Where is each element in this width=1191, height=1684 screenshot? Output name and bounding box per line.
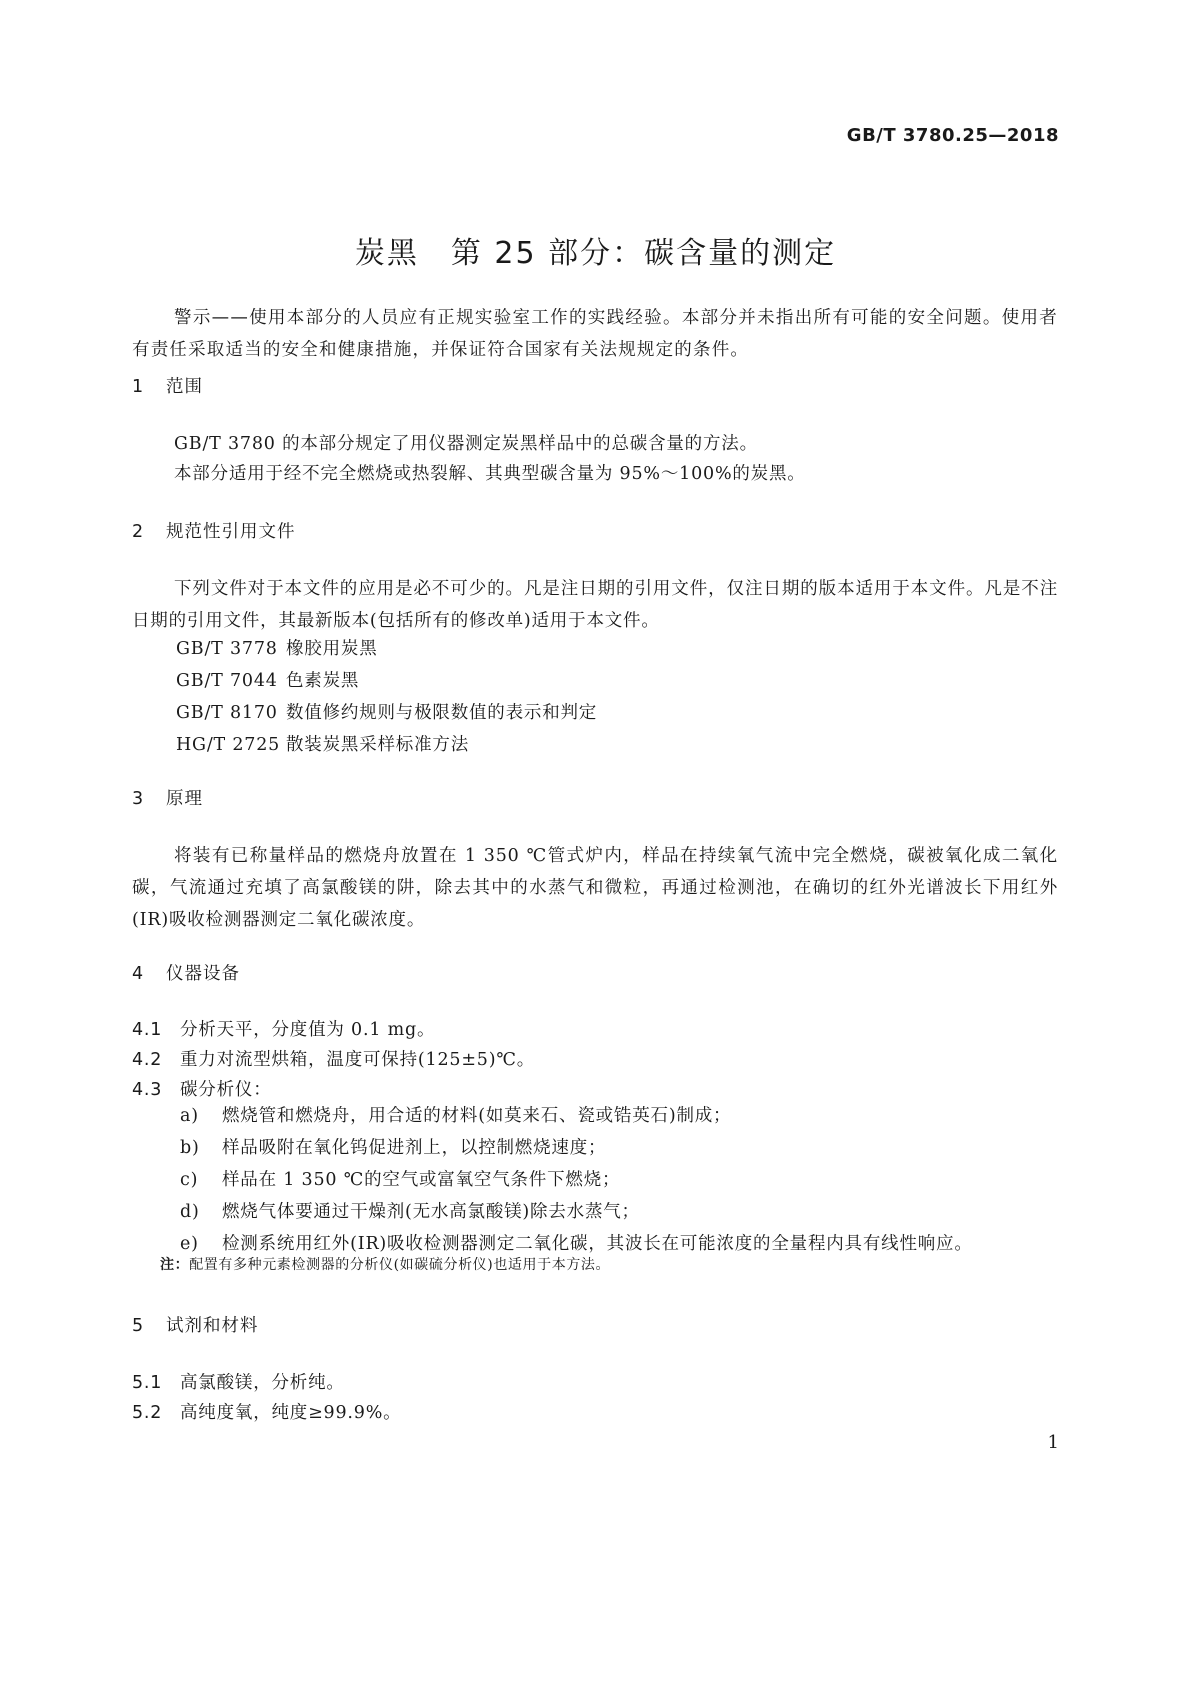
reference-code: GB/T 7044 <box>176 671 278 691</box>
clause-number: 4.2 <box>132 1050 163 1070</box>
item-text: 样品吸附在氧化钨促进剂上，以控制燃烧速度； <box>222 1138 607 1158</box>
list-item <box>180 1164 1060 1196</box>
section-number: 4 <box>132 964 145 984</box>
list-item <box>180 1196 1060 1228</box>
note-text: 配置有多种元素检测器的分析仪(如碳硫分析仪)也适用于本方法。 <box>189 1257 611 1273</box>
clause-text: 高氯酸镁，分析纯。 <box>180 1373 345 1393</box>
scope-paragraph-2: 本部分适用于经不完全燃烧或热裂解、其典型碳含量为 95%～100%的炭黑。 <box>174 464 806 484</box>
references-intro-paragraph: 下列文件对于本文件的应用是必不可少的。凡是注日期的引用文件，仅注日期的版本适用于本文件。凡是不注日期的引用文件，其最新版本(包括所有的修改单)适用于本文件。 <box>132 579 1058 631</box>
item-mark: e) <box>180 1234 199 1254</box>
section-heading-scope <box>132 373 203 398</box>
analyzer-requirements-list <box>180 1100 1060 1260</box>
item-text: 燃烧气体要通过干燥剂(无水高氯酸镁)除去水蒸气； <box>222 1202 640 1222</box>
clause-number: 5.2 <box>132 1403 163 1423</box>
reference-item <box>176 633 597 665</box>
reference-title: 散装炭黑采样标准方法 <box>286 735 469 755</box>
item-mark: b) <box>180 1138 200 1158</box>
item-text: 燃烧管和燃烧舟，用合适的材料(如莫来石、瓷或锆英石)制成； <box>222 1106 732 1126</box>
list-item <box>180 1100 1060 1132</box>
principle-paragraph: 将装有已称量样品的燃烧舟放置在 1 350 ℃管式炉内，样品在持续氧气流中完全燃烧，碳被氧化成二氧化碳，气流通过充填了高氯酸镁的阱，除去其中的水蒸气和微粒，再通过检测池，在确切的红外光谱波长下用红外(IR)吸收检测器测定二氧化碳浓度。 <box>132 846 1058 930</box>
page-number: 1 <box>1047 1432 1059 1453</box>
reference-code: HG/T 2725 <box>176 735 281 755</box>
section-title: 试剂和材料 <box>166 1316 259 1336</box>
clause-4-1 <box>132 1016 435 1041</box>
item-mark: c) <box>180 1170 199 1190</box>
reference-item <box>176 665 597 697</box>
clause-text: 重力对流型烘箱，温度可保持(125±5)℃。 <box>180 1050 536 1070</box>
section-heading-reagents <box>132 1312 259 1337</box>
item-text: 检测系统用红外(IR)吸收检测器测定二氧化碳，其波长在可能浓度的全量程内具有线性响应。 <box>222 1234 973 1254</box>
reference-code: GB/T 3778 <box>176 639 278 659</box>
section-number: 3 <box>132 789 145 809</box>
clause-4-3 <box>132 1076 272 1101</box>
section-title: 仪器设备 <box>166 964 240 984</box>
document-title: 炭黑 第 25 部分：碳含量的测定 <box>354 236 837 271</box>
section-heading-principle <box>132 785 203 810</box>
item-mark: d) <box>180 1202 200 1222</box>
section-title: 原理 <box>166 789 203 809</box>
reference-item <box>176 729 597 761</box>
reference-list <box>176 633 597 761</box>
reference-title: 色素炭黑 <box>286 671 360 691</box>
note-label: 注： <box>160 1257 190 1273</box>
clause-text: 高纯度氧，纯度≥99.9%。 <box>180 1403 402 1423</box>
item-text: 样品在 1 350 ℃的空气或富氧空气条件下燃烧； <box>222 1170 621 1190</box>
note <box>160 1254 610 1274</box>
clause-number: 4.3 <box>132 1080 163 1100</box>
scope-paragraph-1: GB/T 3780 的本部分规定了用仪器测定炭黑样品中的总碳含量的方法。 <box>174 434 758 454</box>
item-mark: a) <box>180 1106 199 1126</box>
section-number: 5 <box>132 1316 145 1336</box>
clause-text: 分析天平，分度值为 0.1 mg。 <box>180 1020 436 1040</box>
standard-code: GB/T 3780.25—2018 <box>846 125 1059 146</box>
clause-5-2 <box>132 1399 401 1424</box>
section-heading-normative-references <box>132 518 296 543</box>
list-item <box>180 1132 1060 1164</box>
reference-item <box>176 697 597 729</box>
section-title: 规范性引用文件 <box>166 522 296 542</box>
section-title: 范围 <box>166 377 203 397</box>
section-number: 2 <box>132 522 145 542</box>
section-number: 1 <box>132 377 145 397</box>
clause-5-1 <box>132 1369 345 1394</box>
warning-paragraph: 警示——使用本部分的人员应有正规实验室工作的实践经验。本部分并未指出所有可能的安全问题。使用者有责任采取适当的安全和健康措施，并保证符合国家有关法规规定的条件。 <box>132 308 1058 360</box>
section-heading-apparatus <box>132 960 240 985</box>
reference-title: 橡胶用炭黑 <box>286 639 378 659</box>
clause-text: 碳分析仪： <box>180 1080 272 1100</box>
clause-number: 5.1 <box>132 1373 163 1393</box>
reference-code: GB/T 8170 <box>176 703 278 723</box>
clause-4-2 <box>132 1046 535 1071</box>
clause-number: 4.1 <box>132 1020 163 1040</box>
reference-title: 数值修约规则与极限数值的表示和判定 <box>286 703 598 723</box>
